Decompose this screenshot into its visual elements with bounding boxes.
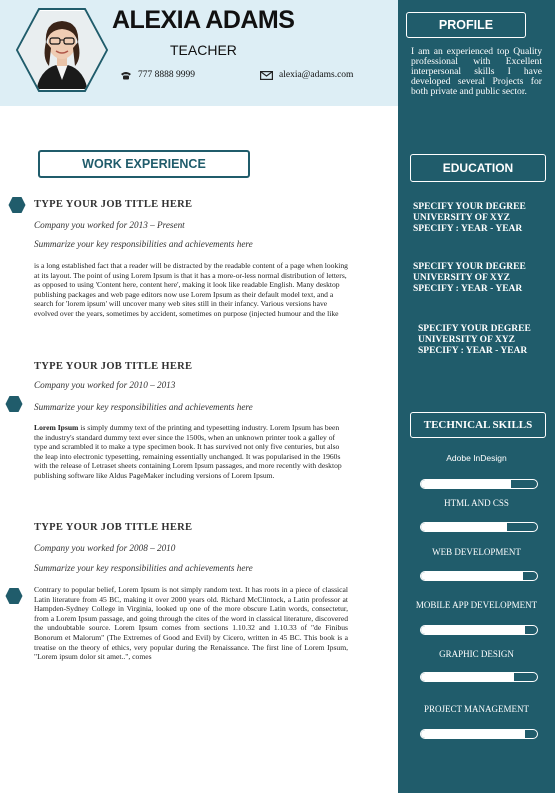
job-title: TYPE YOUR JOB TITLE HERE — [34, 522, 193, 533]
job-description — [34, 423, 348, 481]
education-year: SPECIFY : YEAR - YEAR — [413, 224, 523, 234]
skill-label: HTML AND CSS — [444, 498, 509, 508]
skill-bar — [420, 479, 538, 489]
job-title: TYPE YOUR JOB TITLE HERE — [34, 199, 193, 210]
profile-text: I am an experienced top Quality professional with Excellent interpersonal skills I have developed several Projects for both private and public sector. — [411, 46, 542, 97]
education-degree: SPECIFY YOUR DEGREE — [418, 324, 531, 334]
technical-skills-heading: TECHNICAL SKILLS — [410, 412, 546, 438]
skill-label: Adobe InDesign — [446, 453, 507, 463]
skill-bar-fill — [421, 523, 507, 531]
skill-bar — [420, 625, 538, 635]
hexagon-bullet-icon — [5, 395, 23, 413]
candidate-name: ALEXIA ADAMS — [112, 6, 295, 34]
phone-contact — [120, 70, 195, 80]
job-description-text: is simply dummy text of the printing and typesetting industry. Lorem Ipsum has been the industry's standard dummy text ever since the 1500s, when an unknown printer took a galley of type and scrambled it to make a type specimen book. It has survived not only five centuries, but also the leap into electronic typesetting, remaining essentially unchanged. It was popularised in the 1960s with the release of Letraset sheets containing Lorem Ipsum passages, and more recently with desktop publishing software like Aldus PageMaker including versions of Lorem Ipsum. — [34, 423, 342, 480]
email-contact — [260, 70, 353, 80]
envelope-icon — [260, 71, 273, 80]
hexagon-bullet-icon — [5, 587, 23, 605]
work-experience-heading: WORK EXPERIENCE — [38, 150, 250, 178]
skill-bar-fill — [421, 673, 514, 681]
skill-bar — [420, 522, 538, 532]
job-summary: Summarize your key responsibilities and achievements here — [34, 402, 253, 412]
skill-label: WEB DEVELOPMENT — [432, 547, 521, 557]
job-description — [34, 585, 348, 662]
job-description-lead: Lorem Ipsum — [34, 423, 79, 432]
hexagon-bullet-icon — [8, 196, 26, 214]
education-university: UNIVERSITY OF XYZ — [418, 335, 515, 345]
email-address[interactable]: alexia@adams.com — [279, 70, 354, 80]
education-year: SPECIFY : YEAR - YEAR — [413, 284, 523, 294]
skill-bar — [420, 571, 538, 581]
skill-label: GRAPHIC DESIGN — [439, 649, 514, 659]
job-company: Company you worked for 2010 – 2013 — [34, 380, 176, 390]
education-entry — [413, 262, 526, 295]
job-description — [34, 261, 348, 319]
profile-heading: PROFILE — [406, 12, 526, 38]
education-degree: SPECIFY YOUR DEGREE — [413, 202, 526, 212]
education-year: SPECIFY : YEAR - YEAR — [418, 346, 528, 356]
skill-label: MOBILE APP DEVELOPMENT — [415, 600, 538, 610]
skill-bar — [420, 729, 538, 739]
phone-icon — [120, 71, 132, 80]
job-company: Company you worked for 2013 – Present — [34, 220, 185, 230]
skill-bar-fill — [421, 730, 525, 738]
skill-bar-fill — [421, 480, 511, 488]
skill-label: PROJECT MANAGEMENT — [423, 704, 530, 714]
education-university: UNIVERSITY OF XYZ — [413, 273, 510, 283]
education-entry — [413, 202, 526, 235]
skill-bar-fill — [421, 572, 523, 580]
job-company: Company you worked for 2008 – 2010 — [34, 543, 176, 553]
job-summary: Summarize your key responsibilities and achievements here — [34, 563, 253, 573]
job-title: TYPE YOUR JOB TITLE HERE — [34, 361, 193, 372]
job-description-text: is a long established fact that a reader will be distracted by the readable content of a page when looking at its layout. The point of using Lorem Ipsum is that it has a more-or-less normal distribution of letters, as opposed to using 'Content here, content here', making it look like readable English. Many desktop publishing packages and web page editors now use Lorem Ipsum as their default model text, and a search for 'lorem ipsum' will uncover many web sites still in their infancy. Various versions have evolved over the years, sometimes by accident, sometimes on purpose (injected humour and the like — [34, 261, 348, 318]
education-heading: EDUCATION — [410, 154, 546, 182]
education-degree: SPECIFY YOUR DEGREE — [413, 262, 526, 272]
skill-bar-fill — [421, 626, 525, 634]
job-description-text: Contrary to popular belief, Lorem Ipsum is not simply random text. It has roots in a piece of classical Latin literature from 45 BC, making it over 2000 years old. Richard McClintock, a Latin professor at Hampden-Sydney College in Virginia, looked up one of the more obscure Latin words, consectetur, from a Lorem Ipsum passage, and going through the cites of the word in classical literature, discovered the undoubtable source. Lorem Ipsum comes from sections 1.10.32 and 1.10.33 of "de Finibus Bonorum et Malorum" (The Extremes of Good and Evil) by Cicero, written in 45 BC. This book is a treatise on the theory of ethics, very popular during the Renaissance. The first line of Lorem Ipsum, "Lorem ipsum dolor sit amet..", comes — [34, 585, 348, 662]
candidate-role: TEACHER — [170, 42, 237, 58]
phone-number: 777 8888 9999 — [138, 70, 195, 80]
profile-photo — [16, 8, 108, 92]
education-entry — [418, 324, 531, 357]
education-university: UNIVERSITY OF XYZ — [413, 213, 510, 223]
job-summary: Summarize your key responsibilities and achievements here — [34, 239, 253, 249]
skill-bar — [420, 672, 538, 682]
